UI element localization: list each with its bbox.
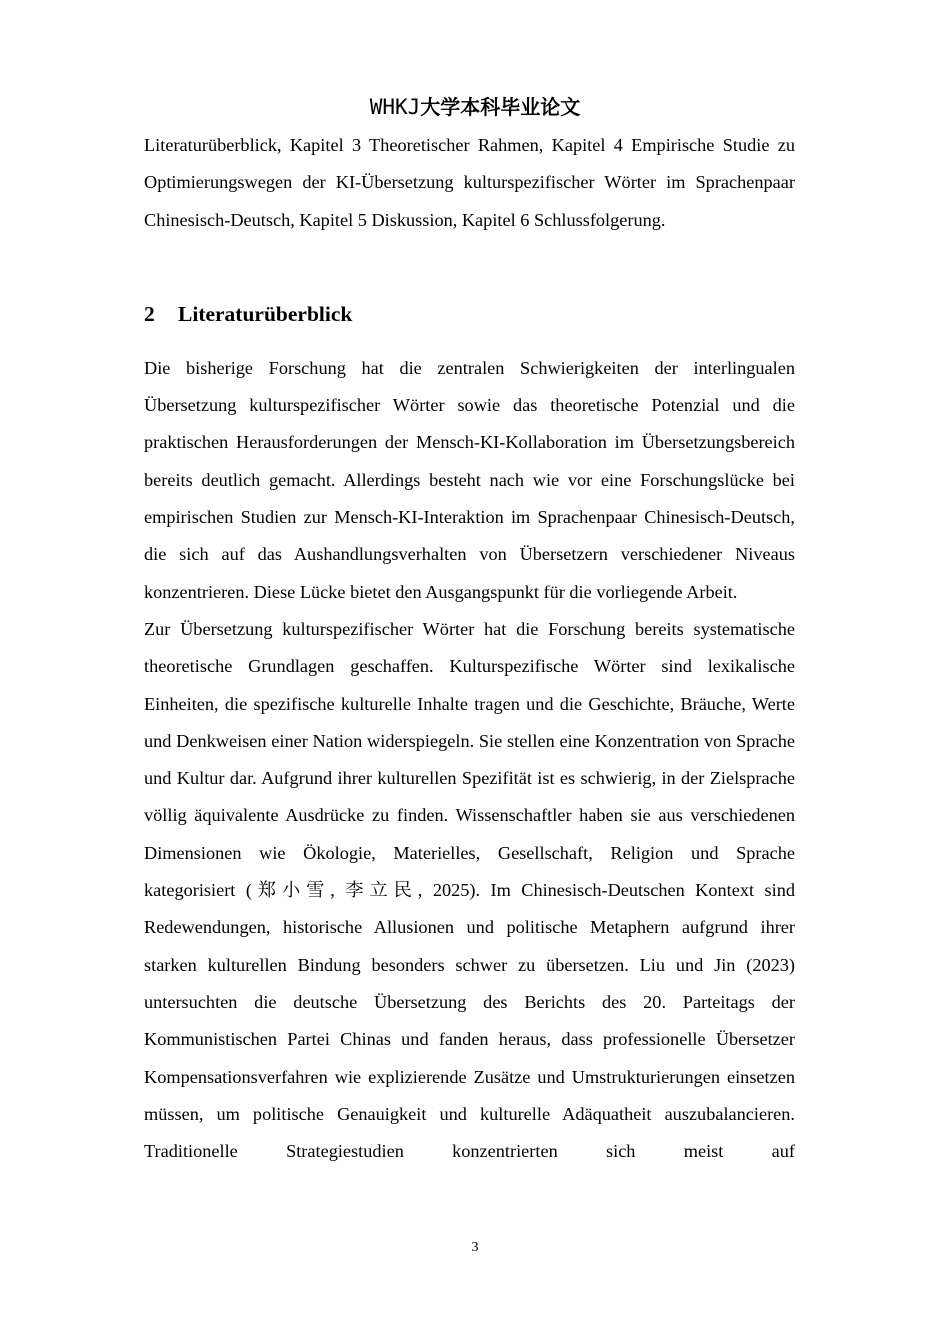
section-heading — [144, 294, 795, 334]
header-title-latin: WHKJ — [369, 95, 421, 119]
intro-continuation-paragraph: Literaturüberblick, Kapitel 3 Theoretischer Rahmen, Kapitel 4 Empirische Studie zu Optimierungswegen der KI-Übersetzung kulturspezifischer Wörter im Sprachenpaar Chinesisch-Deutsch, Kapitel 5 Diskussion, Kapitel 6 Schlussfolgerung. — [144, 135, 795, 230]
page-body — [144, 127, 795, 1170]
spacer — [144, 239, 795, 294]
body-paragraph: Die bisherige Forschung hat die zentralen Schwierigkeiten der interlingualen Übersetzung kulturspezifischer Wörter sowie das theoretische Potenzial und die praktischen Herausforderungen der Mensch-KI-Kollaboration im Übersetzungsbereich bereits deutlich gemacht. Allerdings besteht nach wie vor eine Forschungslücke bei empirischen Studien zur Mensch-KI-Interaktion im Sprachenpaar Chinesisch-Deutsch, die sich auf das Aushandlungsverhalten von Übersetzern verschiedener Niveaus konzentrieren. Diese Lücke bietet den Ausgangspunkt für die vorliegende Arbeit. — [144, 357, 795, 602]
page-number: 3 — [471, 1240, 479, 1255]
header-title-chinese: 大学本科毕业论文 — [420, 95, 581, 119]
running-header — [0, 92, 950, 122]
body-paragraph: Zur Übersetzung kulturspezifischer Wörter hat die Forschung bereits systematische theoretische Grundlagen geschaffen. Kulturspezifische Wörter sind lexikalische Einheiten, die spezifische kulturelle Inhalte tragen und die Geschichte, Bräuche, Werte und Denkweisen einer Nation widerspiegeln. Sie stellen eine Konzentration von Sprache und Kultur dar. Aufgrund ihrer kulturellen Spezifität ist es schwierig, in der Zielsprache völlig äquivalente Ausdrücke zu finden. Wissenschaftler haben sie aus verschiedenen Dimensionen wie Ökologie, Materielles, Gesellschaft, Religion und Sprache kategorisiert (郑小雪, 李立民, 2025). Im Chinesisch-Deutschen Kontext sind Redewendungen, historische Allusionen und politische Metaphern aufgrund ihrer starken kulturellen Bindung besonders schwer zu übersetzen. Liu und Jin (2023) untersuchten die deutsche Übersetzung des Berichts des 20. Parteitags der Kommunistischen Partei Chinas und fanden heraus, dass professionelle Übersetzer Kompensationsverfahren wie explizierende Zusätze und Umstrukturierungen einsetzen müssen, um politische Genauigkeit und kulturelle Adäquatheit auszubalancieren. Traditionelle Strategiestudien konzentrierten sich meist auf — [144, 618, 795, 1162]
spacer — [144, 334, 795, 350]
section-number: 2 — [144, 301, 155, 326]
section-title: Literaturüberblick — [178, 301, 353, 326]
